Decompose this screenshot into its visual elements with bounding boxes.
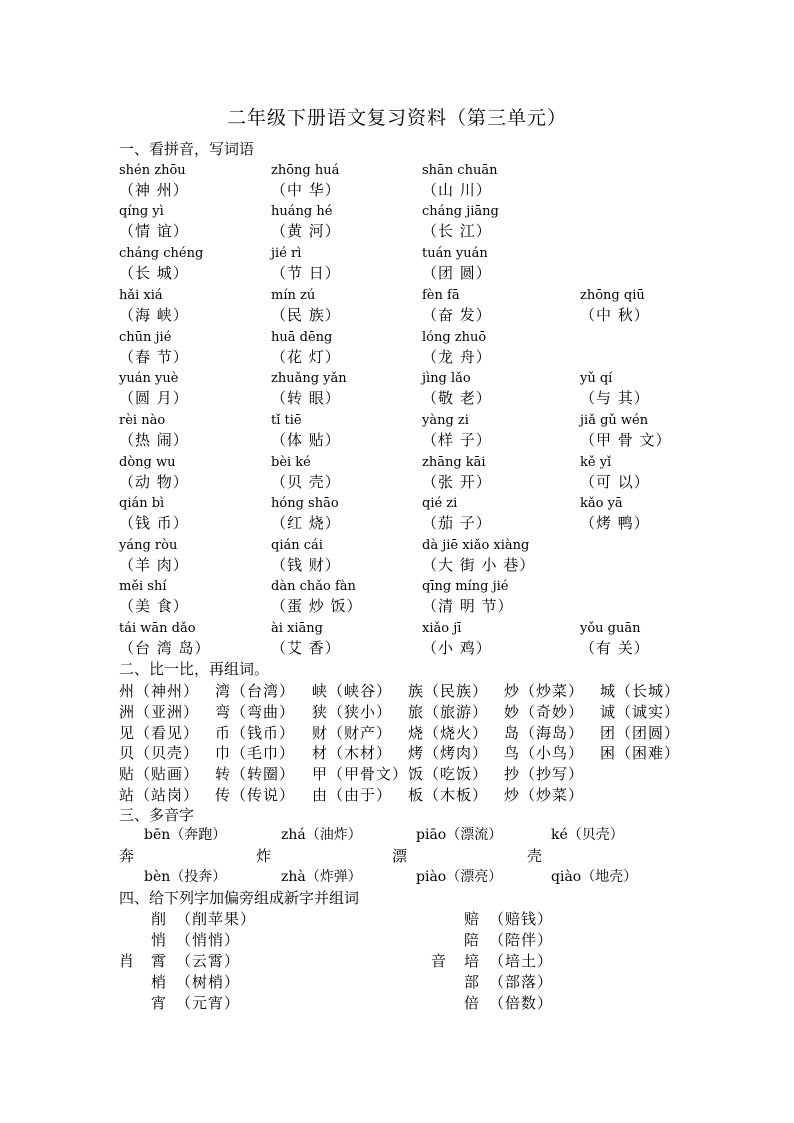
derived-char: 宵 bbox=[151, 994, 168, 1012]
vocab-word: （龙 舟） bbox=[422, 348, 492, 366]
vocab-word: （山 川） bbox=[422, 181, 492, 199]
vocab-word: （动 物） bbox=[119, 473, 189, 491]
comparison-word: 抄（抄写） bbox=[504, 765, 585, 784]
comparison-word: 烤（烤肉） bbox=[408, 744, 489, 763]
pinyin-text: dà jiē xiǎo xiàng bbox=[422, 538, 530, 553]
vocab-word: （长 城） bbox=[119, 264, 189, 282]
vocab-word: （圆 月） bbox=[119, 389, 189, 407]
derived-char: 赔 bbox=[464, 910, 481, 928]
derived-char: 梢 bbox=[151, 973, 168, 991]
section-heading: 四、给下列字加偏旁组成新字并组词 bbox=[119, 889, 360, 907]
pinyin-text: tǐ tiē bbox=[271, 413, 302, 428]
vocab-word: （大 街 小 巷） bbox=[422, 556, 536, 574]
derived-word: （悄悄） bbox=[176, 931, 241, 949]
comparison-word: 州（神州） bbox=[119, 682, 200, 700]
vocab-word: （钱 财） bbox=[271, 556, 341, 574]
vocab-word: （中 秋） bbox=[580, 306, 650, 324]
vocab-word: （羊 肉） bbox=[119, 556, 189, 574]
vocab-word: （体 贴） bbox=[271, 431, 341, 449]
polyphone-char: 奔 bbox=[119, 847, 136, 865]
vocab-word: （台 湾 岛） bbox=[119, 639, 211, 657]
comparison-word: 由（由于） bbox=[312, 786, 393, 804]
vocab-word: （小 鸡） bbox=[422, 639, 492, 657]
comparison-word: 材（木材） bbox=[312, 744, 393, 763]
pinyin-text: jiǎ gǔ wén bbox=[580, 413, 649, 428]
comparison-word: 峡（峡谷） bbox=[312, 682, 393, 700]
section-heading: 一、看拼音，写词语 bbox=[119, 140, 255, 158]
polyphone-reading: zhà（炸弹） bbox=[281, 869, 362, 885]
comparison-word: 洲（亚洲） bbox=[119, 702, 200, 721]
section-heading: 三、多音字 bbox=[119, 806, 195, 824]
pinyin-text: rèi nào bbox=[119, 413, 166, 428]
root-char: 肖 bbox=[119, 952, 136, 970]
comparison-word: 板（木板） bbox=[408, 786, 489, 804]
pinyin-text: zhōng huá bbox=[271, 163, 340, 178]
comparison-word: 贝（贝壳） bbox=[119, 744, 200, 763]
pinyin-text: huáng hé bbox=[271, 204, 333, 219]
polyphone-char: 炸 bbox=[256, 847, 273, 865]
pinyin-text: qié zi bbox=[422, 496, 458, 511]
vocab-word: （花 灯） bbox=[271, 348, 341, 366]
pinyin-text: chūn jié bbox=[119, 330, 172, 345]
vocab-word: （长 江） bbox=[422, 222, 492, 240]
comparison-word: 炒（炒菜） bbox=[504, 682, 585, 700]
derived-word: （树梢） bbox=[176, 973, 241, 991]
vocab-word: （茄 子） bbox=[422, 514, 492, 532]
vocab-word: （春 节） bbox=[119, 348, 189, 366]
polyphone-reading: zhá（油炸） bbox=[281, 827, 362, 843]
vocab-word: （转 眼） bbox=[271, 389, 341, 407]
comparison-word: 族（民族） bbox=[408, 682, 489, 700]
pinyin-text: jìng lǎo bbox=[422, 371, 471, 386]
derived-char: 陪 bbox=[464, 931, 481, 949]
derived-word: （倍数） bbox=[489, 994, 554, 1012]
comparison-word: 传（传说） bbox=[215, 786, 296, 804]
pinyin-text: jié rì bbox=[271, 246, 302, 261]
vocab-word: （红 烧） bbox=[271, 514, 341, 532]
pinyin-text: shān chuān bbox=[422, 163, 498, 178]
vocab-word: （有 关） bbox=[580, 639, 650, 657]
comparison-word: 转（转圈） bbox=[215, 765, 296, 784]
derived-word: （部落） bbox=[489, 973, 554, 991]
pinyin-text: cháng chéng bbox=[119, 246, 204, 261]
pinyin-text: yàng zi bbox=[422, 413, 469, 428]
comparison-word: 贴（贴画） bbox=[119, 765, 200, 784]
pinyin-text: qián bì bbox=[119, 496, 165, 511]
polyphone-reading: bèn（投奔） bbox=[144, 869, 227, 885]
section-heading: 二、比一比，再组词。 bbox=[119, 660, 270, 678]
pinyin-text: qián cái bbox=[271, 538, 323, 553]
pinyin-text: tuán yuán bbox=[422, 246, 488, 261]
vocab-word: （热 闹） bbox=[119, 431, 189, 449]
comparison-word: 见（看见） bbox=[119, 723, 200, 742]
comparison-word: 烧（烧火） bbox=[408, 723, 489, 742]
vocab-word: （蛋 炒 饭） bbox=[271, 597, 363, 615]
vocab-word: （可 以） bbox=[580, 473, 650, 491]
vocab-word: （清 明 节） bbox=[422, 597, 514, 615]
pinyin-text: huā dēng bbox=[271, 330, 333, 345]
vocab-word: （情 谊） bbox=[119, 222, 189, 240]
derived-char: 削 bbox=[151, 910, 168, 928]
polyphone-reading: piāo（漂流） bbox=[416, 827, 503, 843]
vocab-word: （甲 骨 文） bbox=[580, 431, 672, 449]
comparison-word: 狭（狭小） bbox=[312, 702, 393, 721]
vocab-word: （神 州） bbox=[119, 181, 189, 199]
pinyin-text: mín zú bbox=[271, 288, 316, 303]
comparison-word: 岛（海岛） bbox=[504, 723, 585, 742]
pinyin-text: zhuǎng yǎn bbox=[271, 371, 347, 386]
page-title: 二年级下册语文复习资料（第三单元） bbox=[226, 107, 567, 129]
pinyin-text: shén zhōu bbox=[119, 163, 186, 178]
pinyin-text: měi shí bbox=[119, 579, 167, 594]
vocab-word: （节 日） bbox=[271, 264, 341, 282]
pinyin-text: kǎo yā bbox=[580, 496, 623, 511]
vocab-word: （贝 壳） bbox=[271, 473, 341, 491]
comparison-word: 团（团圆） bbox=[600, 723, 681, 742]
vocab-word: （团 圆） bbox=[422, 264, 492, 282]
comparison-word: 弯（弯曲） bbox=[215, 702, 296, 721]
polyphone-reading: qiào（地壳） bbox=[551, 869, 638, 885]
derived-word: （陪伴） bbox=[489, 931, 554, 949]
comparison-word: 城（长城） bbox=[600, 682, 681, 700]
polyphone-reading: bēn（奔跑） bbox=[144, 827, 227, 843]
pinyin-text: cháng jiāng bbox=[422, 204, 499, 219]
comparison-word: 站（站岗） bbox=[119, 786, 200, 804]
comparison-word: 币（钱币） bbox=[215, 723, 296, 742]
pinyin-text: yǔ qí bbox=[580, 371, 613, 386]
derived-word: （元宵） bbox=[176, 994, 241, 1012]
pinyin-text: dàn chǎo fàn bbox=[271, 579, 356, 594]
root-char: 音 bbox=[431, 952, 448, 970]
polyphone-char: 壳 bbox=[527, 847, 544, 865]
pinyin-text: zhōng qiū bbox=[580, 288, 645, 303]
vocab-word: （敬 老） bbox=[422, 389, 492, 407]
polyphone-char: 漂 bbox=[392, 847, 409, 865]
pinyin-text: bèi ké bbox=[271, 455, 311, 470]
pinyin-text: ài xiāng bbox=[271, 621, 323, 636]
vocab-word: （样 子） bbox=[422, 431, 492, 449]
pinyin-text: kě yǐ bbox=[580, 455, 612, 470]
comparison-word: 旅（旅游） bbox=[408, 702, 489, 721]
pinyin-text: qīng míng jié bbox=[422, 579, 509, 594]
derived-char: 倍 bbox=[464, 994, 481, 1012]
vocab-word: （黄 河） bbox=[271, 222, 341, 240]
pinyin-text: fèn fā bbox=[422, 288, 460, 303]
derived-char: 悄 bbox=[151, 931, 168, 949]
vocab-word: （海 峡） bbox=[119, 306, 189, 324]
polyphone-reading: piào（漂亮） bbox=[416, 869, 503, 885]
pinyin-text: qíng yì bbox=[119, 204, 164, 219]
comparison-word: 诚（诚实） bbox=[600, 702, 681, 721]
comparison-word: 巾（毛巾） bbox=[215, 744, 296, 763]
comparison-word: 财（财产） bbox=[312, 723, 393, 742]
polyphone-reading: ké（贝壳） bbox=[551, 827, 624, 843]
vocab-word: （钱 币） bbox=[119, 514, 189, 532]
vocab-word: （张 开） bbox=[422, 473, 492, 491]
comparison-word: 甲（甲骨文） bbox=[312, 765, 409, 784]
derived-word: （削苹果） bbox=[176, 910, 257, 928]
derived-char: 霄 bbox=[151, 952, 168, 970]
pinyin-text: hǎi xiá bbox=[119, 288, 163, 303]
derived-char: 部 bbox=[464, 973, 481, 991]
pinyin-text: dòng wu bbox=[119, 455, 176, 470]
vocab-word: （美 食） bbox=[119, 597, 189, 615]
vocab-word: （与 其） bbox=[580, 389, 650, 407]
derived-word: （培土） bbox=[489, 952, 554, 970]
pinyin-text: yáng ròu bbox=[119, 538, 178, 553]
comparison-word: 炒（炒菜） bbox=[504, 786, 585, 804]
vocab-word: （奋 发） bbox=[422, 306, 492, 324]
comparison-word: 妙（奇妙） bbox=[504, 702, 585, 721]
comparison-word: 困（困难） bbox=[600, 744, 681, 763]
pinyin-text: hóng shāo bbox=[271, 496, 339, 511]
vocab-word: （民 族） bbox=[271, 306, 341, 324]
pinyin-text: lóng zhuō bbox=[422, 330, 487, 345]
pinyin-text: yuán yuè bbox=[119, 371, 179, 386]
pinyin-text: tái wān dǎo bbox=[119, 621, 196, 636]
comparison-word: 湾（台湾） bbox=[215, 682, 296, 700]
derived-word: （云霄） bbox=[176, 952, 241, 970]
pinyin-text: yǒu guān bbox=[580, 621, 641, 636]
vocab-word: （中 华） bbox=[271, 181, 341, 199]
vocab-word: （艾 香） bbox=[271, 639, 341, 657]
derived-word: （赔钱） bbox=[489, 910, 554, 928]
comparison-word: 鸟（小鸟） bbox=[504, 744, 585, 763]
pinyin-text: xiǎo jī bbox=[422, 621, 462, 636]
vocab-word: （烤 鸭） bbox=[580, 514, 650, 532]
derived-char: 培 bbox=[464, 952, 481, 970]
pinyin-text: zhāng kāi bbox=[422, 455, 486, 470]
comparison-word: 饭（吃饭） bbox=[408, 765, 489, 784]
